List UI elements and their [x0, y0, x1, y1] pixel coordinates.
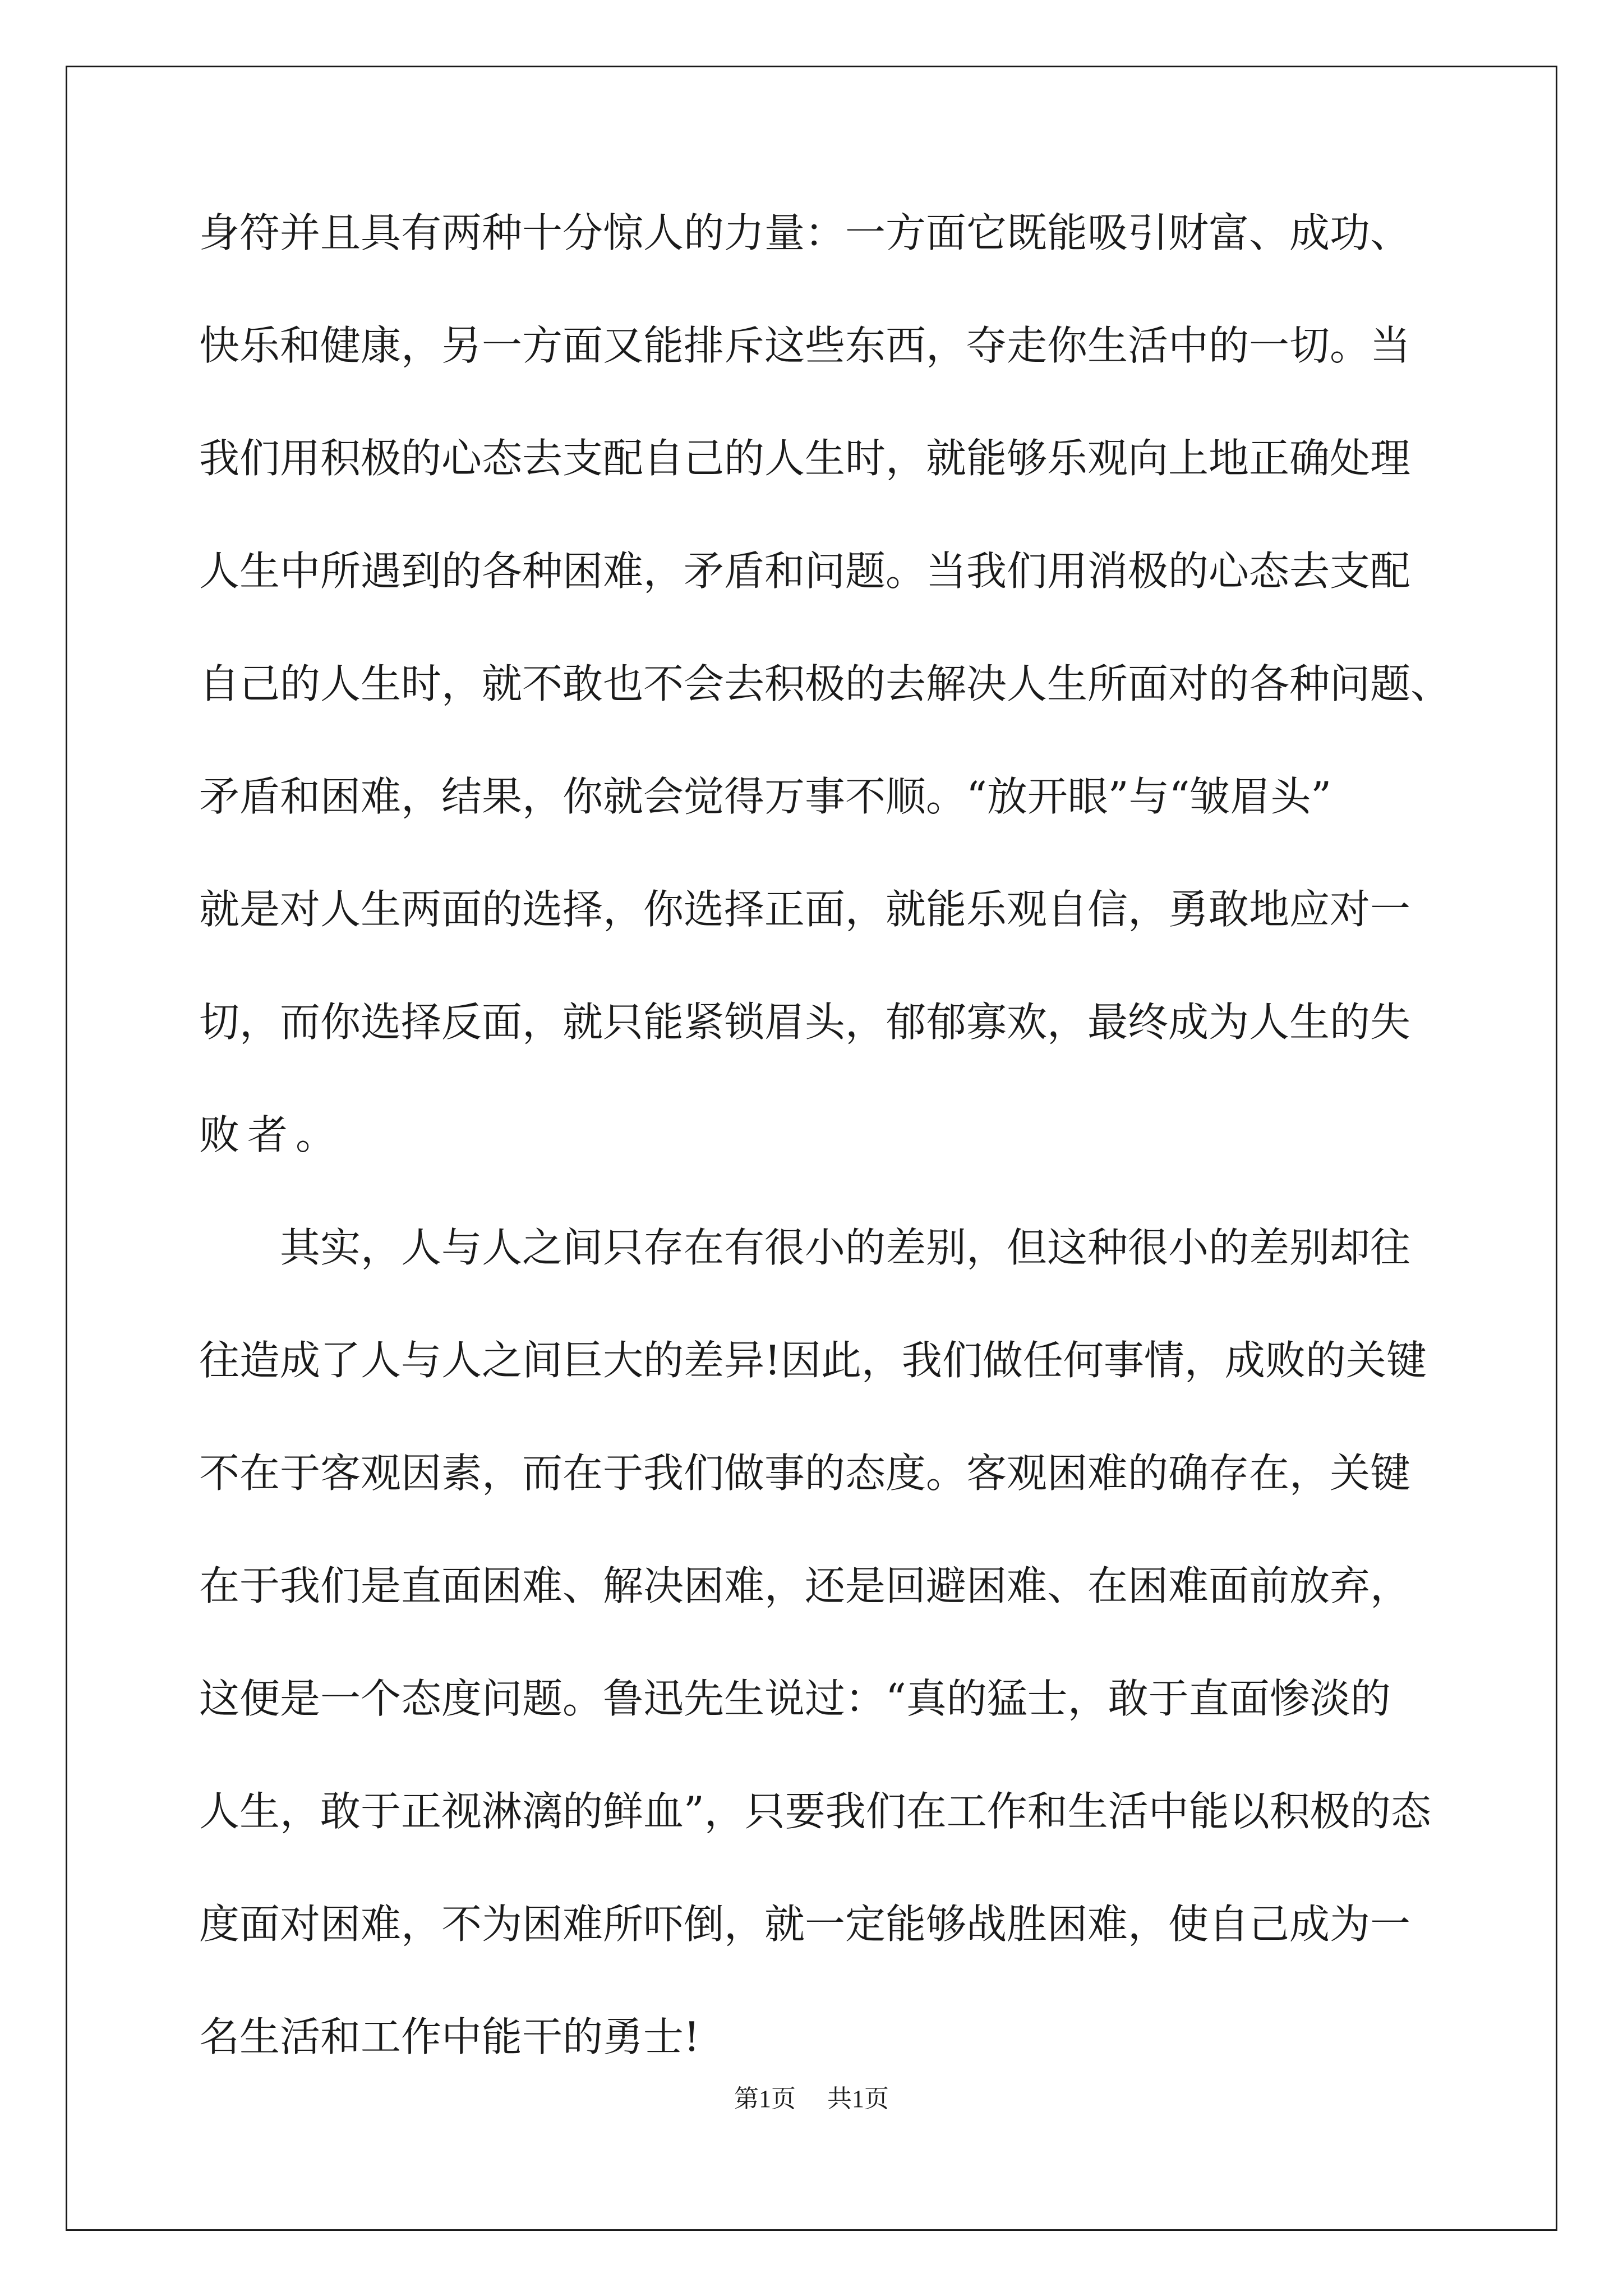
page-number-total: 共1页: [827, 2085, 889, 2113]
text-line: 我们用积极的心态去支配自己的人生时，就能够乐观向上地正确处理: [199, 435, 1411, 482]
text-line: 自己的人生时，就不敢也不会去积极的去解决人生所面对的各种问题、: [199, 660, 1451, 707]
page-number-current: 第1页: [734, 2085, 796, 2113]
text-line: 快乐和健康，另一方面又能排斥这些东西，夺走你生活中的一切。当: [199, 322, 1411, 369]
text-line: 其实，人与人之间只存在有很小的差别，但这种很小的差别却往: [280, 1224, 1411, 1271]
text-line: 度面对困难，不为困难所吓倒，就一定能够战胜困难，使自己成为一: [199, 1901, 1411, 1948]
text-line: 人生中所遇到的各种困难，矛盾和问题。当我们用消极的心态去支配: [199, 547, 1411, 595]
text-line: 身符并且具有两种十分惊人的力量：一方面它既能吸引财富、成功、: [199, 209, 1411, 256]
text-line: 名生活和工作中能干的勇士!: [199, 2013, 700, 2060]
page-footer: [0, 2078, 1623, 2114]
text-line: 矛盾和困难，结果，你就会觉得万事不顺。“放开眼”与“皱眉头”: [199, 773, 1332, 820]
text-line: 切，而你选择反面，就只能紧锁眉头，郁郁寡欢，最终成为人生的失: [199, 999, 1411, 1046]
text-line: 往造成了人与人之间巨大的差异!因此，我们做任何事情，成败的关键: [199, 1337, 1427, 1384]
text-line: 不在于客观因素，而在于我们做事的态度。客观困难的确存在，关键: [199, 1450, 1411, 1497]
text-line: 人生，敢于正视淋漓的鲜血”，只要我们在工作和生活中能以积极的态: [199, 1788, 1431, 1835]
document-body: [199, 199, 1467, 2116]
text-line: 这便是一个态度问题。鲁迅先生说过：“真的猛士，敢于直面惨淡的: [199, 1675, 1391, 1722]
text-line: 败者。: [199, 1111, 344, 1158]
text-line: 就是对人生两面的选择，你选择正面，就能乐观自信，勇敢地应对一: [199, 886, 1411, 933]
text-line: 在于我们是直面困难、解决困难，还是回避困难、在困难面前放弃，: [199, 1562, 1411, 1609]
